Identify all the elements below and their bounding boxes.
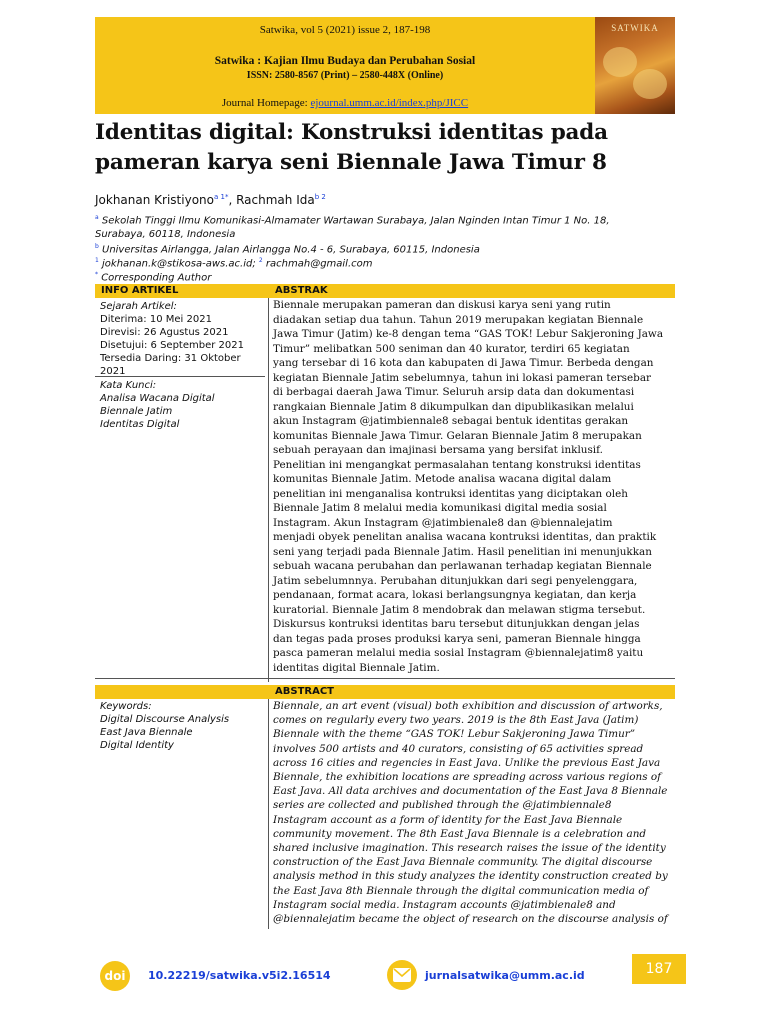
author-separator: , [228,193,237,207]
journal-title: Satwika : Kajian Ilmu Budaya dan Perubahan Sosial [214,55,476,67]
abstrak-line: diadakan setiap dua tahun. Tahun 2019 merupakan kegiatan Biennale [273,313,644,326]
doi-icon: doi [100,961,130,991]
article-history [100,300,260,378]
affiliation-text: Surabaya, 60118, Indonesia [95,229,236,241]
journal-citation: Satwika, vol 5 (2021) issue 2, 187-198 [259,24,431,36]
abstract-heading: ABSTRACT [275,686,334,697]
history-available: Tersedia Daring: 31 Oktober [100,353,241,364]
abstract-line: construction of the East Java Biennale community. The digital discourse [273,856,653,869]
journal-header [95,17,675,114]
abstract-line: @biennalejatim became the object of research on the discourse analysis of [273,913,668,926]
cover-title: SATWIKA [611,23,659,33]
keywords-en [100,700,260,752]
keyword-item: Digital Identity [100,740,174,751]
journal-cover-image [595,17,675,114]
footer-doi-link[interactable]: 10.22219/satwika.v5i2.16514 [148,969,331,982]
article-title-line: pameran karya seni Biennale Jawa Timur 8 [95,150,607,175]
abstrak-line: Diskursus kontruksi identitas baru tersebut ditunjukkan dengan jelas [273,618,640,630]
abstrak-line: sebuah wacana perubahan dan perlawanan terhadap kegiatan Biennale [273,560,652,572]
abstrak-line: penelitian ini menganalisa kontruksi identitas yang diciptakan oleh [273,487,628,500]
abstract-line: Instagram social media. Instagram accounts @jatimbienale8 and [273,898,616,911]
keyword-item: Biennale Jatim [100,406,173,417]
mail-icon [387,960,417,990]
abstrak-line: sebuah perayaan dan imajinasi bersama yang bersifat inklusif. [273,444,603,456]
abstract-line: East Java. All data archives and documentation of the East Java 8 Biennale [273,785,668,798]
section-bar-abstrak [95,284,675,298]
abstract-line: Biennale, the exhibition locations are spreading across various regions of [273,771,661,784]
abstract-line: analysis method in this study analyzes the identity construction created by [273,870,668,883]
abstrak-line: komunitas Biennale Jatim. Metode analisa wacana digital dalam [273,473,612,485]
abstrak-line: Instagram. Akun Instagram @jatimbienale8 dan @biennalejatim [273,516,613,529]
abstract-body [273,699,668,926]
author-email[interactable]: rachmah@gmail.com [265,258,373,270]
abstract-line: Biennale with the theme “GAS TOK! Lebur Sakjeroning Jawa Timur” [273,728,636,741]
abstrak-line: dan tegas pada proses produksi karya seni, pameran Biennale hingga [273,632,641,645]
homepage-label: Journal Homepage: [221,97,311,109]
abstrak-line: kuratorial. Biennale Jatim 8 mendobrak dan melawan stigma tersebut. [273,603,646,616]
column-divider [268,298,269,682]
abstract-line: across 16 cities and regencies in East Java. Unlike the previous East Java [273,756,661,769]
affiliation-sup: a [95,214,99,221]
column-divider [268,699,269,929]
authors [95,193,326,207]
abstrak-line: Biennale merupakan pameran dan diskusi karya seni yang rutin [273,299,611,311]
abstract-line: community movement. The 8th East Java Biennale is a celebration and [273,827,647,840]
article-title-line: Identitas digital: Konstruksi identitas pada [95,120,608,145]
journal-issn: ISSN: 2580-8567 (Print) – 2580-448X (Online) [246,70,444,81]
keyword-item: Digital Discourse Analysis [100,714,230,725]
author-name: Jokhanan Kristiyono [95,193,214,207]
keyword-item: East Java Biennale [100,727,193,738]
abstrak-heading: ABSTRAK [275,285,328,296]
affiliation-sup: b [95,243,99,250]
abstrak-line: Jawa Timur (Jatim) ke-8 dengan tema “GAS TOK! Lebur Sakjeroning Jawa [273,328,664,340]
abstrak-line: akun Instagram @jatimbiennale8 sebagai bentuk identitas gerakan [273,415,629,427]
abstrak-body [273,298,668,675]
abstrak-line: komunitas Biennale Jawa Timur. Gelaran Biennale Jatim 8 merupakan [273,429,642,442]
history-available: 2021 [100,366,126,377]
abstrak-line: Biennale Jatim 8 melalui media komunikasi digital media sosial [273,502,607,514]
author-name: Rachmah Ida [236,193,315,207]
page-number: 187 [632,954,686,984]
corresponding-author [95,268,695,285]
corr-sup: * [95,271,98,278]
corresponding-label: Corresponding Author [101,272,212,284]
abstrak-line: pendanaan, format acara, lokasi berlangsungnya kegiatan, dan kerja [273,589,637,601]
abstrak-line: Jatim sebelumnnya. Perubahan ditunjukkan dari segi penyelenggara, [273,574,638,587]
keywords-label: Keywords: [100,701,152,712]
keywords-id [100,379,260,431]
abstrak-line: seni yang terjadi pada Biennale Jatim. Hasil penelitian ini menunjukkan [273,545,652,558]
abstract-line: Biennale, an art event (visual) both exhibition and discussion of artworks, [273,700,663,712]
section-divider [95,678,675,679]
section-bar-abstract [95,685,675,699]
author-email[interactable]: jokhanan.k@stikosa-aws.ac.id; [102,258,256,270]
abstrak-line: Timur” melibatkan 500 seniman dan 40 kurator, terdiri 65 kegiatan [273,342,630,355]
abstrak-line: identitas digital Biennale Jatim. [273,661,440,674]
history-received: Diterima: 10 Mei 2021 [100,314,212,325]
abstrak-line: kegiatan Biennale Jatim sebelumnya, tahun ini lokasi pameran tersebar [273,371,651,384]
abstrak-line: Penelitian ini mengangkat permasalahan tentang konstruksi identitas [273,458,641,471]
abstract-line: comes on regularly every two years. 2019 is the 8th East Java (Jatim) [273,714,639,727]
info-heading: INFO ARTIKEL [101,285,179,296]
affiliation-text: Universitas Airlangga, Jalan Airlangga No.4 - 6, Surabaya, 60115, Indonesia [102,244,480,256]
abstrak-line: rangkaian Biennale Jatim 8 dikumpulkan dan dipublikasikan melalui [273,400,634,413]
abstract-line: shared inclusive imagination. This research raises the issue of the identity [273,842,666,855]
keyword-item: Analisa Wacana Digital [100,393,215,404]
abstract-line: involves 500 artists and 40 curators, consisting of 65 activities spread [273,742,644,755]
abstrak-line: di berbagai daerah Jawa Timur. Seluruh arsip data dan dokumentasi [273,386,635,398]
abstract-line: the East Java 8th Biennale through the digital communication media of [273,884,649,897]
keyword-item: Identitas Digital [100,419,180,430]
abstract-line: series are collected and published through the @jatimbiennale8 [273,799,612,812]
email-sup: 1 [95,257,99,264]
keywords-label: Kata Kunci: [100,380,157,391]
history-accepted: Disetujui: 6 September 2021 [100,340,244,351]
abstrak-line: yang tersebar di 16 kota dan kabupaten di Jawa Timur. Berbeda dengan [273,357,654,369]
journal-homepage [95,97,595,109]
info-divider [95,376,265,377]
footer-email-link[interactable]: jurnalsatwika@umm.ac.id [425,969,585,982]
history-revised: Direvisi: 26 Agustus 2021 [100,327,229,338]
history-label: Sejarah Artikel: [100,301,177,312]
homepage-link[interactable]: ejournal.umm.ac.id/index.php/JICC [310,97,469,109]
affiliation-a [95,211,695,242]
abstrak-line: pasca pameran melalui media sosial Instagram @biennalejatim8 yaitu [273,647,644,659]
abstract-line: Instagram account as a form of identity for the East Java Biennale [273,813,623,826]
email-sup: 2 [258,257,263,264]
author-sup: b 2 [314,193,326,201]
affiliation-text: Sekolah Tinggi Ilmu Komunikasi-Almamater Wartawan Surabaya, Jalan Nginden Intan Timur 1 No. 18, [101,215,610,227]
article-title [95,118,695,178]
abstrak-line: menjadi obyek penelitan analisa wacana kontruksi identitas, dan praktik [273,531,657,543]
author-sup: a 1* [214,193,229,201]
